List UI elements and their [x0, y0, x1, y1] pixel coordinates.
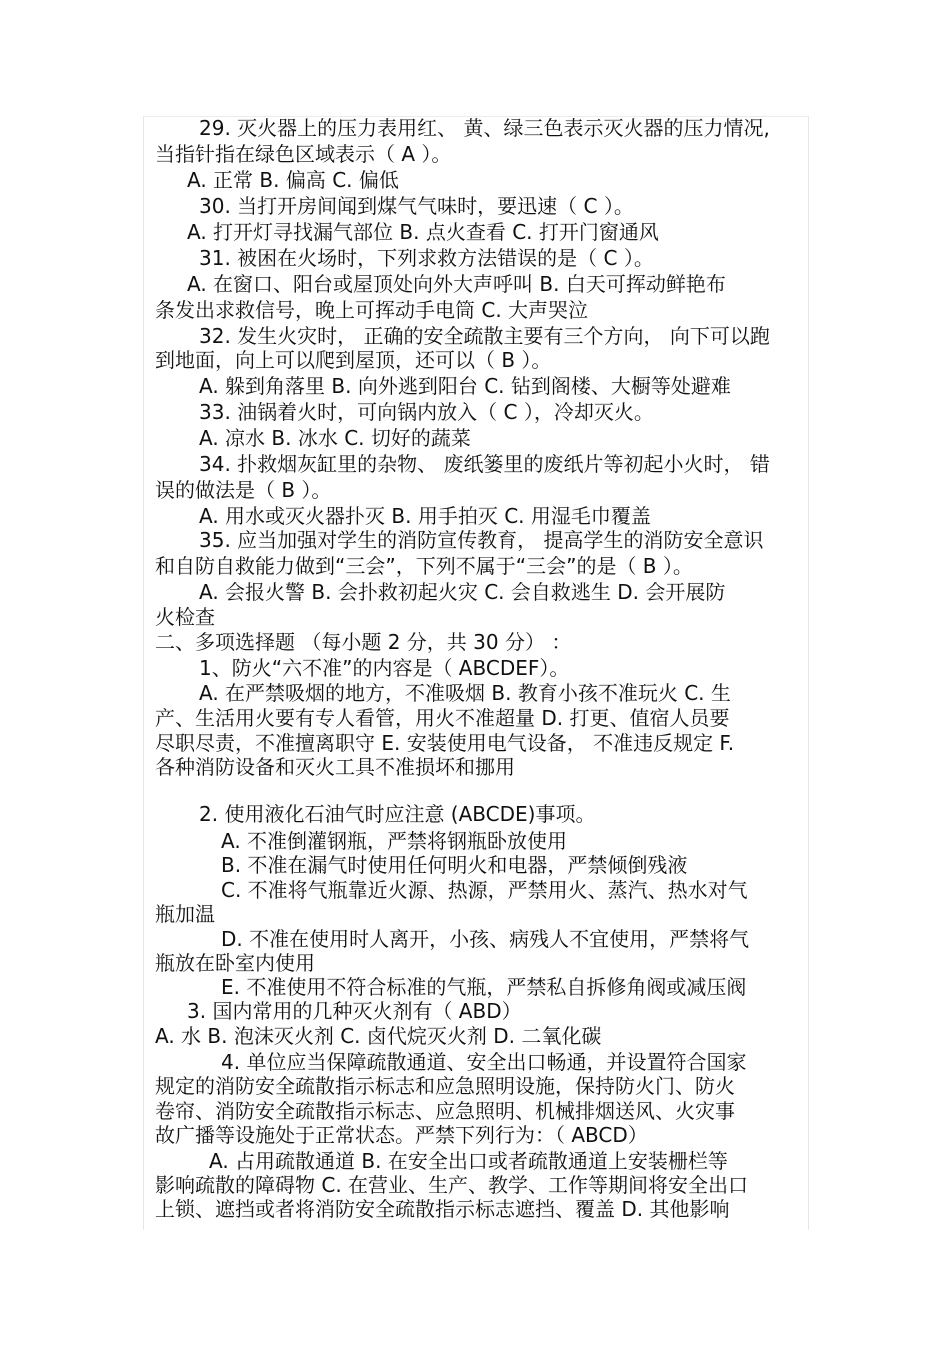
mc-question-4-options-line-1: A. 占用疏散通道 B. 在安全出口或者疏散通道上安装栅栏等 — [209, 1149, 728, 1173]
mc-question-2-option-e: E. 不准使用不符合标准的气瓶，严禁私自拆修角阀或减压阀 — [221, 975, 747, 999]
question-29-line-1: 29. 灭火器上的压力表用红、 黄、绿三色表示灭火器的压力情况, — [199, 116, 770, 140]
mc-question-2-option-b: B. 不准在漏气时使用任何明火和电器，严禁倾倒残液 — [221, 853, 688, 877]
question-29-options: A. 正常 B. 偏高 C. 偏低 — [187, 168, 399, 192]
mc-question-1-options-line-4: 各种消防设备和灭火工具不准损坏和挪用 — [155, 755, 515, 779]
mc-question-2-option-a: A. 不准倒灌钢瓶，严禁将钢瓶卧放使用 — [221, 829, 568, 853]
question-34-line-1: 34. 扑救烟灰缸里的杂物、 废纸篓里的废纸片等初起小火时， 错 — [199, 452, 770, 476]
mc-question-4-line-2: 规定的消防安全疏散指示标志和应急照明设施，保持防火门、防火 — [155, 1074, 735, 1098]
question-34-options: A. 用水或灭火器扑灭 B. 用手拍灭 C. 用湿毛巾覆盖 — [199, 504, 651, 528]
mc-question-4-options-line-2: 影响疏散的障碍物 C. 在营业、生产、教学、工作等期间将安全出口 — [155, 1173, 749, 1197]
question-33: 33. 油锅着火时，可向锅内放入（ C ），冷却灭火。 — [199, 400, 654, 424]
question-35-options-line-2: 火检查 — [155, 605, 215, 629]
mc-question-2-option-d-line-1: D. 不准在使用时人离开，小孩、病残人不宜使用，严禁将气 — [221, 927, 750, 951]
mc-question-2-option-c-line-1: C. 不准将气瓶靠近火源、热源，严禁用火、蒸汽、热水对气 — [221, 878, 748, 902]
mc-question-1-options-line-3: 尽职尽责，不准擅离职守 E. 安装使用电气设备， 不准违反规定 F. — [155, 731, 735, 755]
question-35-line-2: 和自防自救能力做到“三会”，下列不属于“三会”的是（ B ）。 — [155, 554, 693, 578]
mc-question-2-option-d-line-2: 瓶放在卧室内使用 — [155, 951, 315, 975]
mc-question-3: 3. 国内常用的几种灭火剂有（ ABD） — [187, 999, 522, 1023]
question-30: 30. 当打开房间闻到煤气气味时，要迅速（ C ）。 — [199, 194, 634, 218]
section-heading-multiple-choice: 二、多项选择题 （每小题 2 分，共 30 分） ： — [155, 630, 572, 654]
mc-question-4-line-1: 4. 单位应当保障疏散通道、安全出口畅通，并设置符合国家 — [221, 1050, 747, 1074]
mc-question-4-options-line-3: 上锁、遮挡或者将消防安全疏散指示标志遮挡、覆盖 D. 其他影响 — [155, 1197, 730, 1221]
question-31: 31. 被困在火场时，下列求救方法错误的是（ C ）。 — [199, 246, 654, 270]
mc-question-4-line-3: 卷帘、消防安全疏散指示标志、应急照明、机械排烟送风、火灾事 — [155, 1099, 735, 1123]
question-32-line-2: 到地面，向上可以爬到屋顶，还可以（ B ）。 — [155, 348, 552, 372]
question-35-options-line-1: A. 会报火警 B. 会扑救初起火灾 C. 会自救逃生 D. 会开展防 — [199, 580, 726, 604]
mc-question-2-option-c-line-2: 瓶加温 — [155, 902, 215, 926]
mc-question-1: 1、防火“六不准”的内容是（ ABCDEF）。 — [199, 656, 570, 680]
mc-question-3-options: A. 水 B. 泡沫灭火剂 C. 卤代烷灭火剂 D. 二氧化碳 — [155, 1024, 602, 1048]
question-35-line-1: 35. 应当加强对学生的消防宣传教育， 提高学生的消防安全意识 — [199, 528, 764, 552]
question-31-options-line-1: A. 在窗口、阳台或屋顶处向外大声呼叫 B. 白天可挥动鲜艳布 — [187, 272, 726, 296]
mc-question-1-options-line-2: 产、生活用火要有专人看管，用火不准超量 D. 打更、值宿人员要 — [155, 706, 730, 730]
mc-question-4-line-4: 故广播等设施处于正常状态。严禁下列行为：（ ABCD） — [155, 1123, 648, 1147]
question-34-line-2: 误的做法是（ B ）。 — [155, 478, 332, 502]
question-29-line-2: 当指针指在绿色区域表示（ A ）。 — [155, 142, 452, 166]
question-30-options: A. 打开灯寻找漏气部位 B. 点火查看 C. 打开门窗通风 — [187, 220, 659, 244]
mc-question-1-options-line-1: A. 在严禁吸烟的地方，不准吸烟 B. 教育小孩不准玩火 C. 生 — [199, 681, 731, 705]
question-33-options: A. 凉水 B. 冰水 C. 切好的蔬菜 — [199, 426, 471, 450]
question-32-options: A. 躲到角落里 B. 向外逃到阳台 C. 钻到阁楼、大橱等处避难 — [199, 374, 731, 398]
mc-question-2: 2. 使用液化石油气时应注意 (ABCDE)事项。 — [199, 802, 596, 826]
question-32-line-1: 32. 发生火灾时， 正确的安全疏散主要有三个方向， 向下可以跑 — [199, 324, 770, 348]
question-31-options-line-2: 条发出求救信号，晚上可挥动手电筒 C. 大声哭泣 — [155, 298, 589, 322]
